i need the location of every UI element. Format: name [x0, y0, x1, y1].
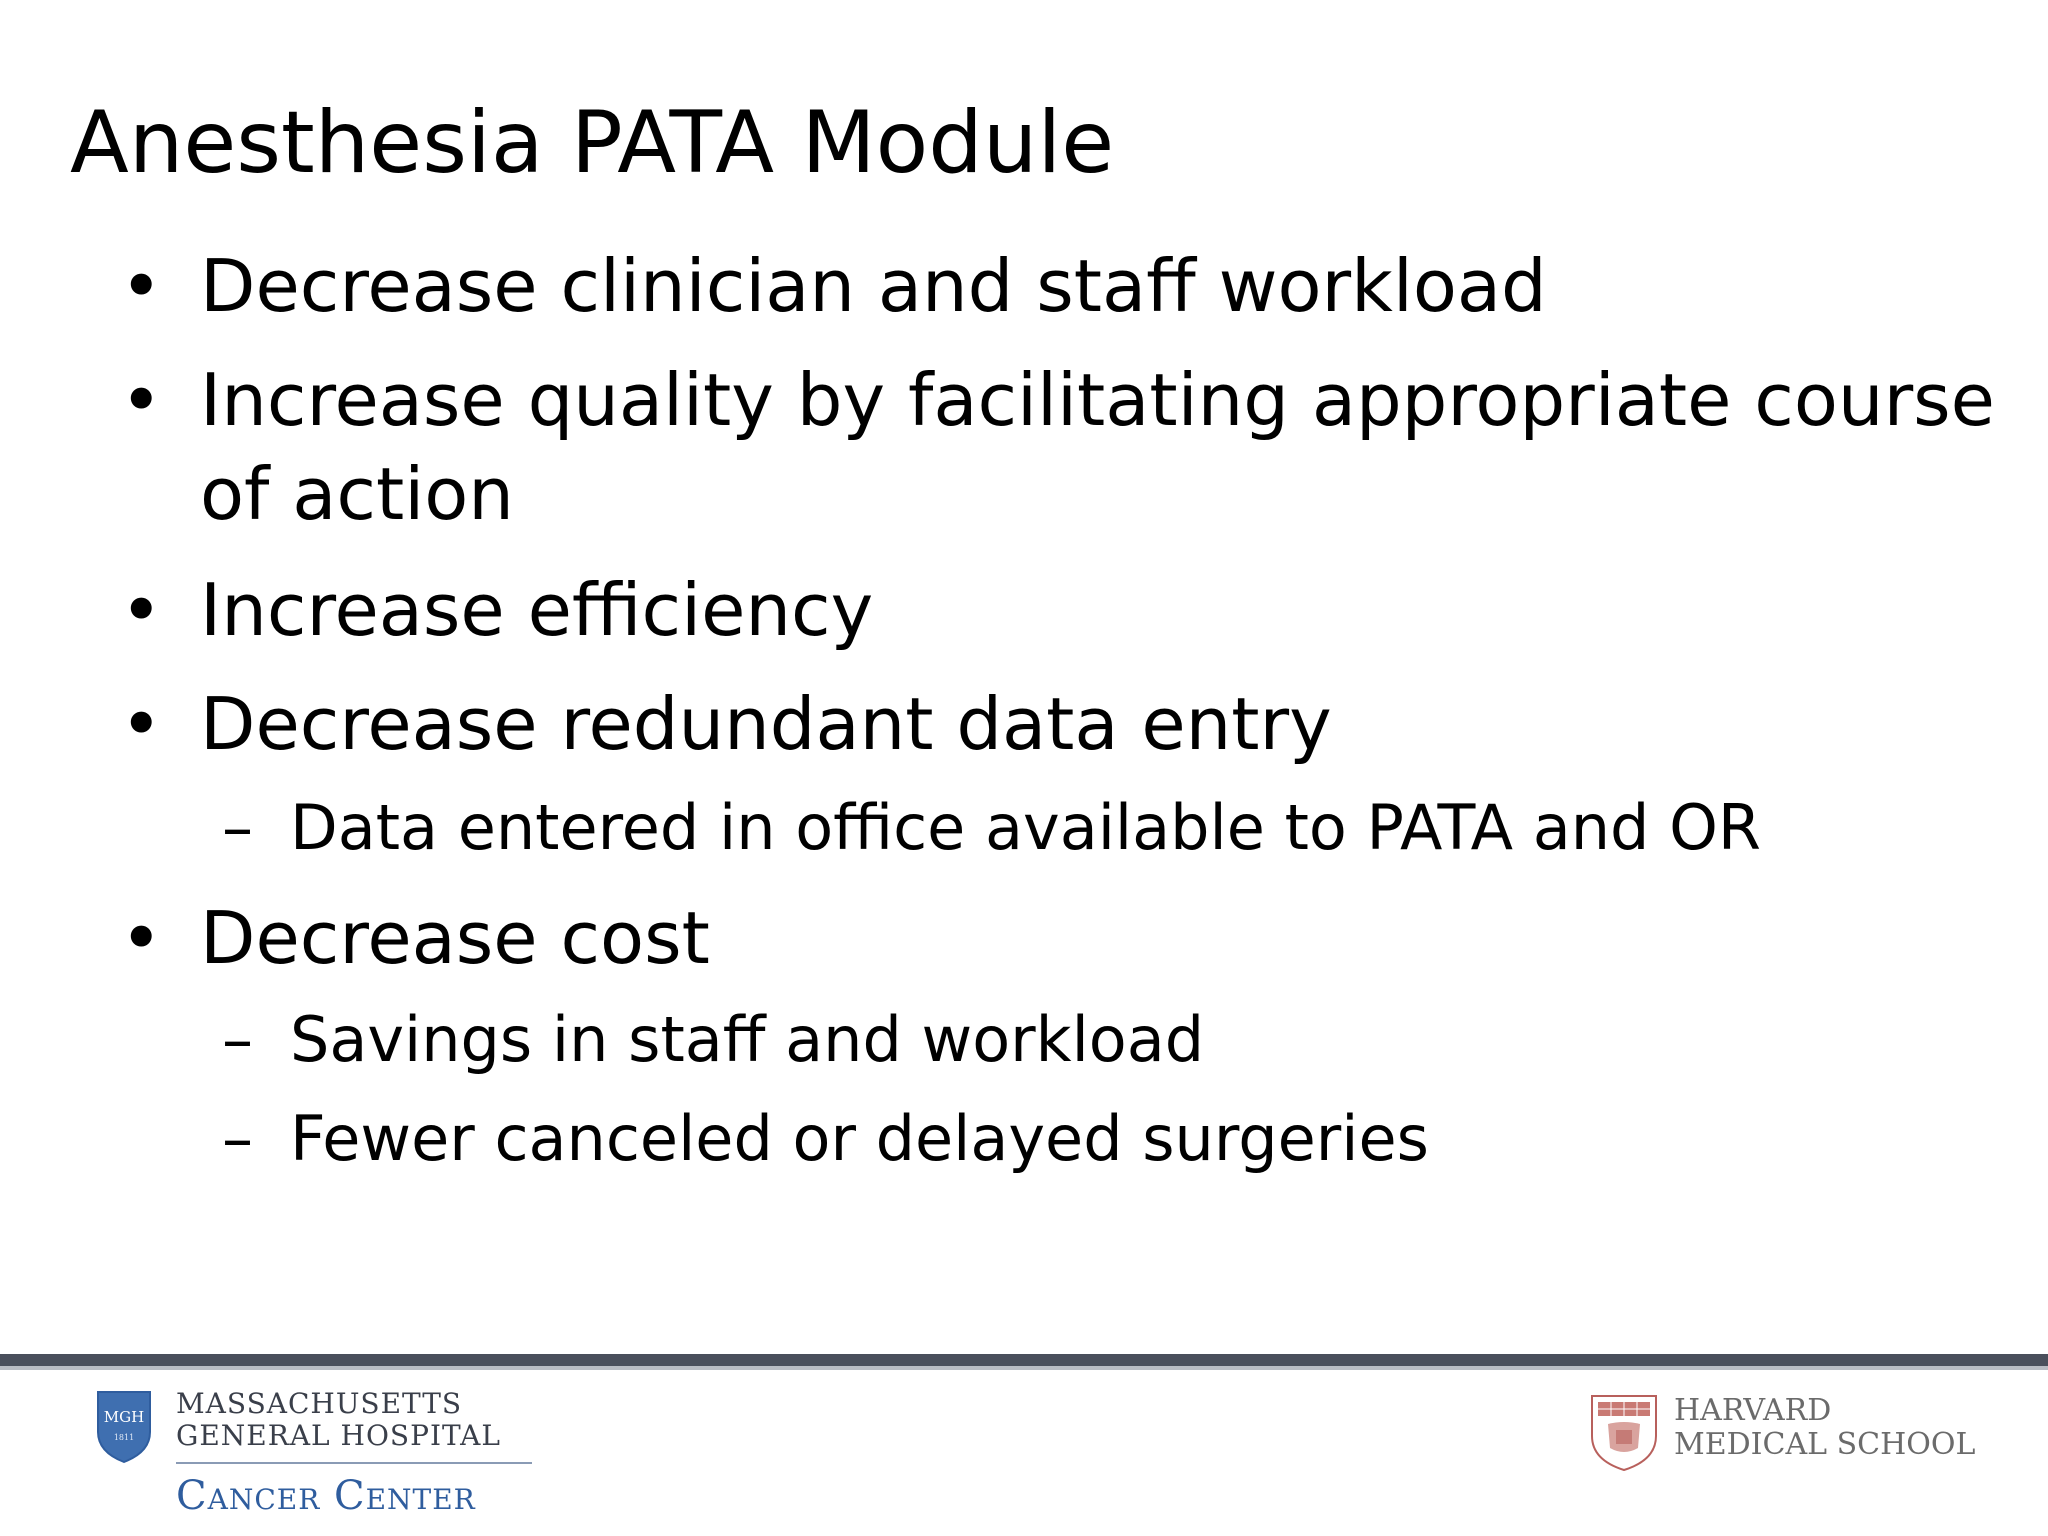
- bullet-text: Decrease redundant data entry: [200, 682, 1332, 766]
- mgh-shield-year: 1811: [113, 1433, 135, 1442]
- mgh-cancer-center-logo: [96, 1388, 536, 1528]
- hms-name-line1: HARVARD: [1674, 1393, 1832, 1428]
- bullet-text: Decrease clinician and staff workload: [200, 244, 1547, 328]
- bullet-marker: •: [120, 358, 163, 442]
- mgh-shield-icon: [96, 1388, 152, 1464]
- mgh-cancer-center-label: Cancer Center: [176, 1473, 476, 1519]
- slide-title: Anesthesia PATA Module: [70, 93, 1115, 193]
- mgh-name-line2: GENERAL HOSPITAL: [176, 1419, 501, 1452]
- bullet-text: of action: [200, 452, 514, 536]
- sub-bullet-marker: –: [222, 1003, 253, 1076]
- bullet-text: Increase quality by facilitating appropriate course: [200, 358, 1995, 442]
- sub-bullet-text: Data entered in office available to PATA and OR: [290, 791, 1761, 864]
- bullet-marker: •: [120, 682, 163, 766]
- footer-divider: [0, 1354, 2048, 1366]
- hms-name-line2: MEDICAL SCHOOL: [1674, 1427, 1976, 1462]
- bullet-marker: •: [120, 244, 163, 328]
- harvard-medical-school-logo: [1588, 1390, 2008, 1480]
- sub-bullet-text: Fewer canceled or delayed surgeries: [290, 1102, 1429, 1175]
- bullet-text: Decrease cost: [200, 896, 710, 980]
- harvard-shield-icon: [1588, 1390, 1660, 1472]
- mgh-name-line1: MASSACHUSETTS: [176, 1387, 463, 1420]
- bullet-marker: •: [120, 568, 163, 652]
- bullet-text: Increase efficiency: [200, 568, 874, 652]
- sub-bullet-marker: –: [222, 791, 253, 864]
- mgh-logo-rule: [176, 1462, 532, 1464]
- sub-bullet-text: Savings in staff and workload: [290, 1003, 1205, 1076]
- bullet-marker: •: [120, 896, 163, 980]
- footer-divider-shadow: [0, 1366, 2048, 1370]
- sub-bullet-marker: –: [222, 1102, 253, 1175]
- mgh-shield-letters: MGH: [103, 1408, 145, 1426]
